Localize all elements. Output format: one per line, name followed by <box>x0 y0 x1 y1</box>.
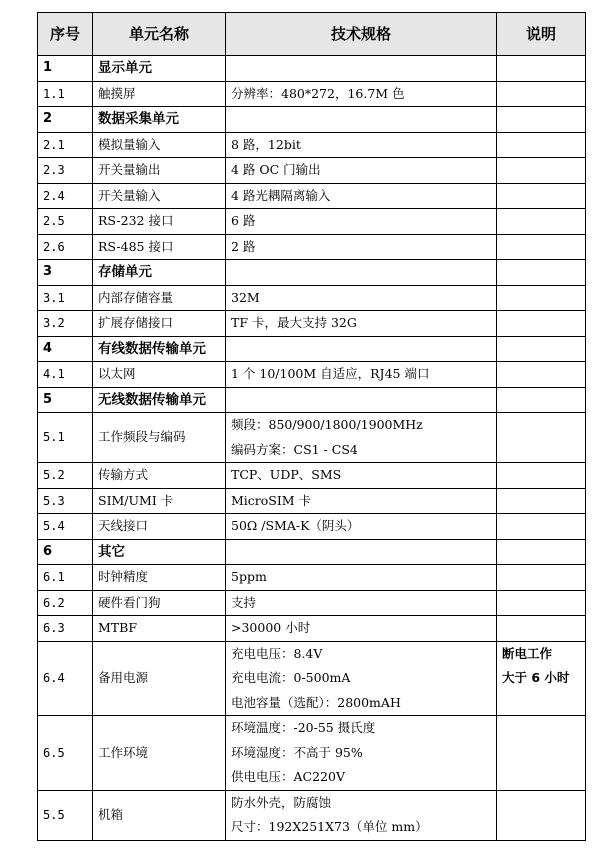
spec-line: 8 路，12bit <box>231 136 301 152</box>
spec-line: 32M <box>231 289 260 305</box>
table-row <box>38 311 586 337</box>
row-number: 5.5 <box>38 790 93 840</box>
spec-line: 1 个 10/100M 自适应，RJ45 端口 <box>231 366 430 381</box>
table-row <box>38 362 586 388</box>
remark-cell <box>497 590 586 616</box>
spec-cell <box>226 336 497 362</box>
table-row <box>38 234 586 260</box>
table-row <box>38 514 586 540</box>
section-title: 有线数据传输单元 <box>93 336 226 362</box>
table-row <box>38 158 586 184</box>
remark-cell <box>497 539 586 565</box>
remark-cell <box>497 81 586 107</box>
unit-name: 传输方式 <box>93 463 226 489</box>
row-number: 1.1 <box>38 81 93 107</box>
spec-line: MicroSIM 卡 <box>231 492 312 508</box>
spec-line: 充电电压：8.4V <box>231 645 323 661</box>
spec-line: 50Ω /SMA-K（阴头） <box>231 518 360 533</box>
table-row <box>38 716 586 791</box>
row-number: 1 <box>38 56 93 82</box>
unit-name: 工作环境 <box>93 716 226 791</box>
spec-cell <box>226 641 497 716</box>
unit-name: 内部存储容量 <box>93 285 226 311</box>
spec-line: 防水外壳，防腐蚀 <box>231 794 332 810</box>
remark-cell <box>497 790 586 840</box>
row-number: 6.1 <box>38 565 93 591</box>
table-row <box>38 488 586 514</box>
spec-line: 充电电流：0-500mA <box>231 670 351 685</box>
row-number: 4 <box>38 336 93 362</box>
section-row <box>38 107 586 133</box>
table-row <box>38 81 586 107</box>
spec-cell <box>226 209 497 235</box>
row-number: 2.5 <box>38 209 93 235</box>
spec-cell <box>226 285 497 311</box>
remark-cell <box>497 413 586 463</box>
spec-cell <box>226 311 497 337</box>
row-number: 2.4 <box>38 183 93 209</box>
spec-line: 6 路 <box>231 213 256 228</box>
spec-cell <box>226 234 497 260</box>
unit-name: 开关量输出 <box>93 158 226 184</box>
spec-line: 尺寸：192X251X73（单位 mm） <box>231 819 428 834</box>
row-number: 5.2 <box>38 463 93 489</box>
spec-cell <box>226 463 497 489</box>
remark-cell <box>497 56 586 82</box>
spec-line: TF 卡，最大支持 32G <box>231 315 357 330</box>
row-number: 4.1 <box>38 362 93 388</box>
spec-line: >30000 小时 <box>231 620 311 635</box>
row-number: 2.3 <box>38 158 93 184</box>
spec-cell <box>226 107 497 133</box>
spec-cell <box>226 514 497 540</box>
unit-name: RS-485 接口 <box>93 234 226 260</box>
section-title: 其它 <box>93 539 226 565</box>
remark-cell <box>497 514 586 540</box>
remark-cell <box>497 362 586 388</box>
unit-name: 以太网 <box>93 362 226 388</box>
header-spec: 技术规格 <box>226 13 497 56</box>
table-row <box>38 616 586 642</box>
spec-line: 编码方案：CS1 - CS4 <box>231 441 358 457</box>
spec-cell <box>226 56 497 82</box>
unit-name: 时钟精度 <box>93 565 226 591</box>
unit-name: 开关量输入 <box>93 183 226 209</box>
remark-cell <box>497 234 586 260</box>
remark-cell <box>497 641 586 716</box>
row-number: 6.3 <box>38 616 93 642</box>
unit-name: 触摸屏 <box>93 81 226 107</box>
unit-name: 扩展存储接口 <box>93 311 226 337</box>
remark-cell <box>497 336 586 362</box>
table-row <box>38 463 586 489</box>
remark-line: 大于 6 小时 <box>502 670 570 685</box>
spec-cell <box>226 590 497 616</box>
row-number: 5.4 <box>38 514 93 540</box>
spec-cell <box>226 362 497 388</box>
row-number: 6.2 <box>38 590 93 616</box>
remark-cell <box>497 387 586 413</box>
row-number: 2.6 <box>38 234 93 260</box>
unit-name: MTBF <box>93 616 226 642</box>
remark-cell <box>497 488 586 514</box>
remark-cell <box>497 616 586 642</box>
section-title: 存储单元 <box>93 260 226 286</box>
table-row <box>38 590 586 616</box>
section-row <box>38 336 586 362</box>
row-number: 5.1 <box>38 413 93 463</box>
spec-line: 支持 <box>231 594 257 610</box>
remark-cell <box>497 260 586 286</box>
header-no: 序号 <box>38 13 93 56</box>
spec-cell <box>226 183 497 209</box>
spec-line: 4 路光耦隔离输入 <box>231 187 331 203</box>
spec-cell <box>226 716 497 791</box>
spec-cell <box>226 565 497 591</box>
row-number: 2 <box>38 107 93 133</box>
table-row <box>38 413 586 463</box>
unit-name: 备用电源 <box>93 641 226 716</box>
section-row <box>38 387 586 413</box>
remark-cell <box>497 107 586 133</box>
unit-name: SIM/UMI 卡 <box>93 488 226 514</box>
remark-cell <box>497 565 586 591</box>
spec-cell <box>226 260 497 286</box>
unit-name: 天线接口 <box>93 514 226 540</box>
row-number: 3 <box>38 260 93 286</box>
section-title: 显示单元 <box>93 56 226 82</box>
row-number: 6.5 <box>38 716 93 791</box>
spec-line: TCP、UDP、SMS <box>231 467 342 482</box>
spec-cell <box>226 539 497 565</box>
spec-line: 2 路 <box>231 238 256 254</box>
remark-line: 断电工作 <box>502 645 553 661</box>
remark-cell <box>497 183 586 209</box>
table-row <box>38 132 586 158</box>
table-body <box>38 56 586 841</box>
row-number: 5 <box>38 387 93 413</box>
remark-cell <box>497 285 586 311</box>
unit-name: 模拟量输入 <box>93 132 226 158</box>
spec-table <box>37 12 586 841</box>
spec-cell <box>226 790 497 840</box>
section-row <box>38 56 586 82</box>
header-name: 单元名称 <box>93 13 226 56</box>
remark-cell <box>497 311 586 337</box>
row-number: 5.3 <box>38 488 93 514</box>
table-row <box>38 790 586 840</box>
unit-name: 硬件看门狗 <box>93 590 226 616</box>
spec-cell <box>226 616 497 642</box>
spec-cell <box>226 387 497 413</box>
spec-line: 环境温度：-20-55 摄氏度 <box>231 720 376 735</box>
row-number: 2.1 <box>38 132 93 158</box>
spec-line: 频段：850/900/1800/1900MHz <box>231 417 423 432</box>
table-row <box>38 183 586 209</box>
spec-cell <box>226 158 497 184</box>
spec-line: 5ppm <box>231 569 267 584</box>
spec-line: 环境湿度：不高于 95% <box>231 744 363 760</box>
row-number: 3.1 <box>38 285 93 311</box>
unit-name: 机箱 <box>93 790 226 840</box>
row-number: 6.4 <box>38 641 93 716</box>
table-row <box>38 641 586 716</box>
spec-cell <box>226 81 497 107</box>
table-row <box>38 565 586 591</box>
spec-cell <box>226 413 497 463</box>
section-title: 无线数据传输单元 <box>93 387 226 413</box>
section-title: 数据采集单元 <box>93 107 226 133</box>
spec-line: 4 路 OC 门输出 <box>231 162 321 177</box>
remark-cell <box>497 209 586 235</box>
spec-line: 供电电压：AC220V <box>231 769 345 784</box>
remark-cell <box>497 463 586 489</box>
spec-line: 分辨率：480*272，16.7M 色 <box>231 85 405 101</box>
spec-cell <box>226 488 497 514</box>
row-number: 3.2 <box>38 311 93 337</box>
section-row <box>38 539 586 565</box>
remark-cell <box>497 158 586 184</box>
section-row <box>38 260 586 286</box>
unit-name: 工作频段与编码 <box>93 413 226 463</box>
table-row <box>38 209 586 235</box>
header-remark: 说明 <box>497 13 586 56</box>
spec-cell <box>226 132 497 158</box>
row-number: 6 <box>38 539 93 565</box>
header-row <box>38 13 586 56</box>
spec-line: 电池容量（选配）：2800mAH <box>231 694 401 710</box>
unit-name: RS-232 接口 <box>93 209 226 235</box>
table-row <box>38 285 586 311</box>
remark-cell <box>497 132 586 158</box>
remark-cell <box>497 716 586 791</box>
